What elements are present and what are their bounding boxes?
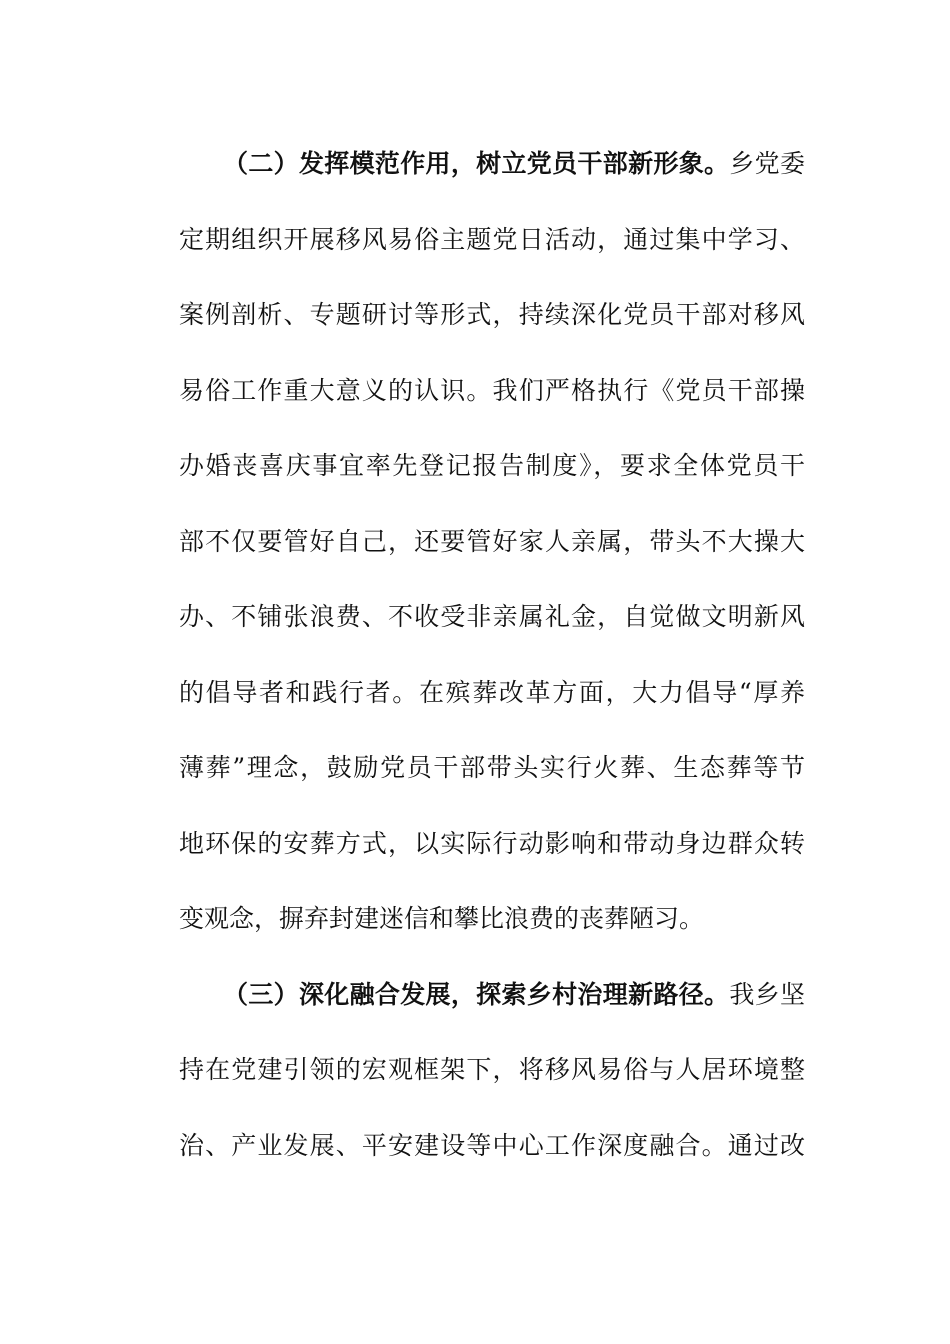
paragraph-1-line-1 xyxy=(179,126,805,202)
paragraph-1-line: 变观念，摒弃封建迷信和攀比浪费的丧葬陋习。 xyxy=(179,904,705,933)
paragraph-2-heading: （三）深化融合发展，探索乡村治理新路径。 xyxy=(223,979,730,1009)
paragraph-1-line: 部不仅要管好自己，还要管好家人亲属，带头不大操大 xyxy=(179,526,805,556)
paragraph-1-text: 乡党委 xyxy=(729,149,805,178)
paragraph-1-heading: （二）发挥模范作用，树立党员干部新形象。 xyxy=(223,149,730,178)
paragraph-2-line: 持在党建引领的宏观框架下，将移风易俗与人居环境整 xyxy=(179,1055,805,1084)
paragraph-2-text: 我乡坚 xyxy=(729,979,805,1009)
paragraph-2-line: 治、产业发展、平安建设等中心工作深度融合。通过改 xyxy=(179,1130,805,1160)
paragraph-1-line: 办、不铺张浪费、不收受非亲属礼金，自觉做文明新风 xyxy=(179,602,805,631)
paragraph-1-line: 案例剖析、专题研讨等形式，持续深化党员干部对移风 xyxy=(179,300,805,329)
paragraph-2-line-1 xyxy=(179,957,805,1033)
paragraph-1-line: 易俗工作重大意义的认识。我们严格执行《党员干部操 xyxy=(179,375,805,405)
document-body xyxy=(179,126,805,1183)
paragraph-1-line: 办婚丧喜庆事宜率先登记报告制度》，要求全体党员干 xyxy=(179,451,805,480)
paragraph-1-line: 定期组织开展移风易俗主题党日活动，通过集中学习、 xyxy=(179,224,805,254)
paragraph-1-line: 地环保的安葬方式，以实际行动影响和带动身边群众转 xyxy=(179,828,805,858)
paragraph-1-line: 的倡导者和践行者。在殡葬改革方面，大力倡导“厚养 xyxy=(179,677,805,707)
paragraph-1-line: 薄葬”理念，鼓励党员干部带头实行火葬、生态葬等节 xyxy=(179,753,805,782)
